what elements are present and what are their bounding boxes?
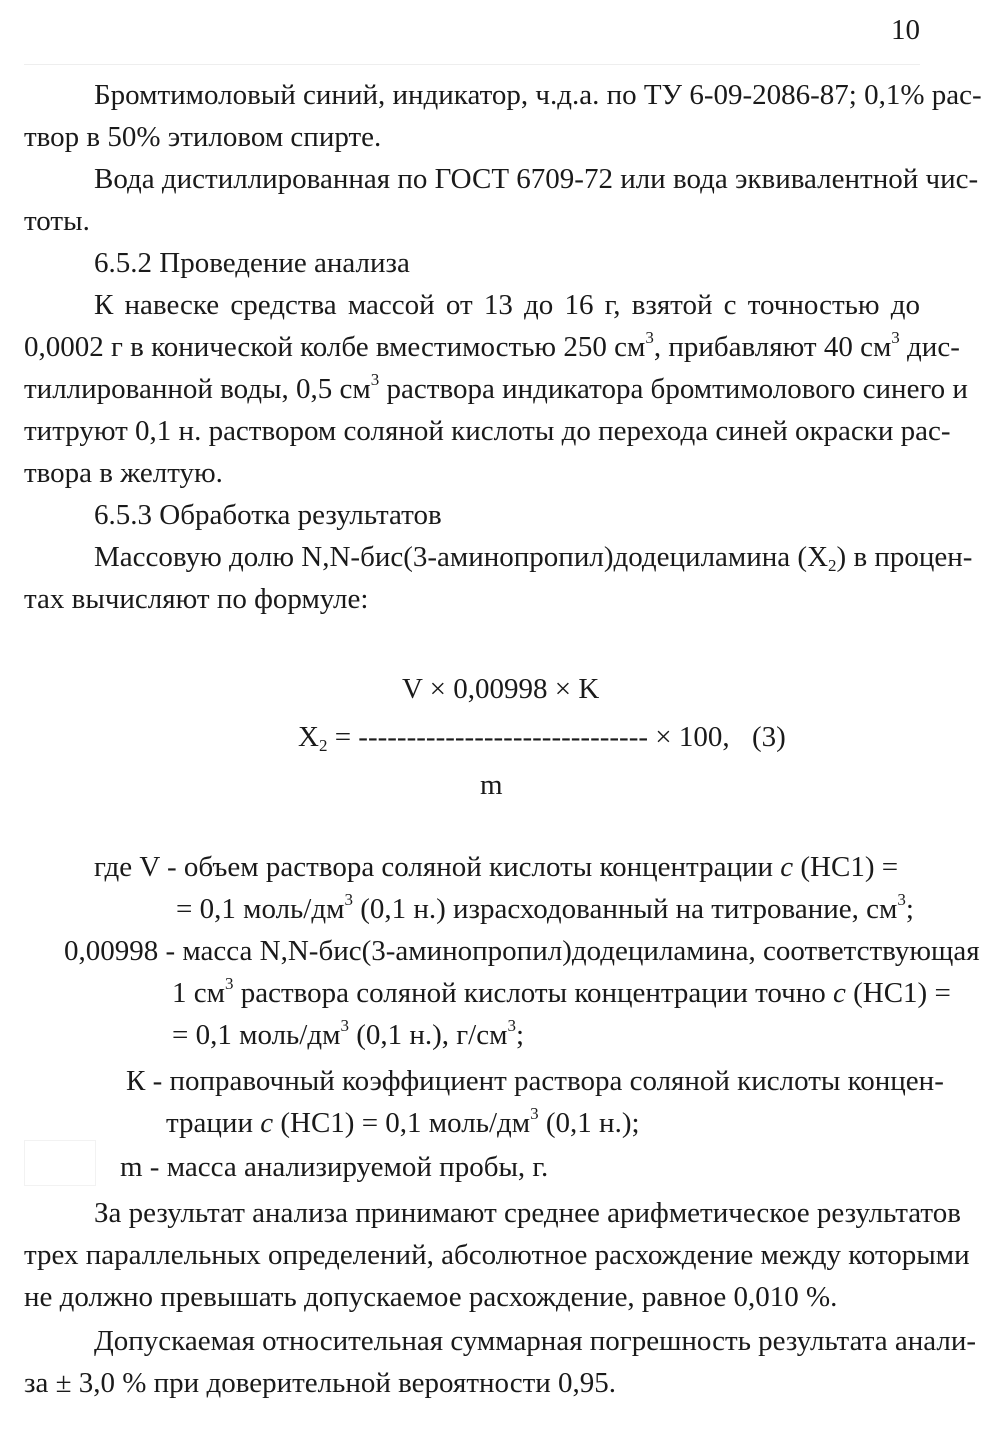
where-coef-line-2: 1 $см^3$ раствора соляной кислоты концентрации точно c (HC1) = <box>172 974 951 1009</box>
procedure-line-5: твора в желтую. <box>24 457 223 489</box>
where-v-line-2: = 0,1 моль/$дм^3$ (0,1 н.) израсходованный на титрование, $см^3$; <box>176 890 914 925</box>
section-heading-6-5-3: 6.5.3 Обработка результатов <box>94 499 442 531</box>
where-k-line-2: трации c (HC1) = 0,1 моль/$дм^3$ (0,1 н.); <box>166 1104 640 1139</box>
calc-intro-line-2: тах вычисляют по формуле: <box>24 583 369 615</box>
where-k-line-1: К - поправочный коэффициент раствора соляной кислоты концен- <box>126 1065 944 1097</box>
error-line-2: за ± 3,0 % при доверительной вероятности 0,95. <box>24 1367 617 1399</box>
where-coef-line-1: 0,00998 - масса N,N-бис(3-аминопропил)додециламина, соответствующая <box>64 935 980 967</box>
water-line-2: тоты. <box>24 205 90 237</box>
reagent-line-2: твор в 50% этиловом спирте. <box>24 121 382 153</box>
formula-numerator: V × 0,00998 × K <box>402 673 600 705</box>
calc-intro-line-1: Массовую долю N,N-бис(3-аминопропил)додециламина $(X_2)$ в процен- <box>94 541 973 575</box>
formula-denominator: m <box>480 769 503 801</box>
procedure-line-1: К навеске средства массой от 13 до 16 г, взятой с точностью до <box>94 289 920 321</box>
result-line-1: За результат анализа принимают среднее арифметическое результатов <box>94 1197 961 1229</box>
formula-main-line: $X_2$ = ------------------------------ × 100, <box>298 721 730 755</box>
result-line-2: трех параллельных определений, абсолютное расхождение между которыми <box>24 1239 970 1271</box>
water-line-1: Вода дистиллированная по ГОСТ 6709-72 или вода эквивалентной чис- <box>94 163 979 195</box>
formula-number: (3) <box>752 721 786 753</box>
header-rule <box>24 64 920 65</box>
page-number: 10 <box>891 14 920 46</box>
procedure-line-4: титруют 0,1 н. раствором соляной кислоты до перехода синей окраски рас- <box>24 415 951 447</box>
where-v-line-1: где V - объем раствора соляной кислоты концентрации c (HC1) = <box>94 851 899 883</box>
where-coef-line-3: = 0,1 моль/$дм^3$ (0,1 н.), $г/см^3$; <box>172 1016 525 1051</box>
scan-artifact-box <box>24 1140 96 1186</box>
procedure-line-3: тиллированной воды, 0,5 $см^3$ раствора индикатора бромтимолового синего и <box>24 370 968 405</box>
reagent-line-1: Бромтимоловый синий, индикатор, ч.д.а. по ТУ 6-09-2086-87; 0,1% рас- <box>94 79 982 111</box>
result-line-3: не должно превышать допускаемое расхождение, равное 0,010 %. <box>24 1281 838 1313</box>
where-m-line: m - масса анализируемой пробы, г. <box>120 1151 549 1183</box>
section-heading-6-5-2: 6.5.2 Проведение анализа <box>94 247 410 279</box>
error-line-1: Допускаемая относительная суммарная погрешность результата анали- <box>94 1325 977 1357</box>
procedure-line-2: 0,0002 г в конической колбе вместимостью 250 $см^3$, прибавляют 40 $см^3$ дис- <box>24 328 960 363</box>
